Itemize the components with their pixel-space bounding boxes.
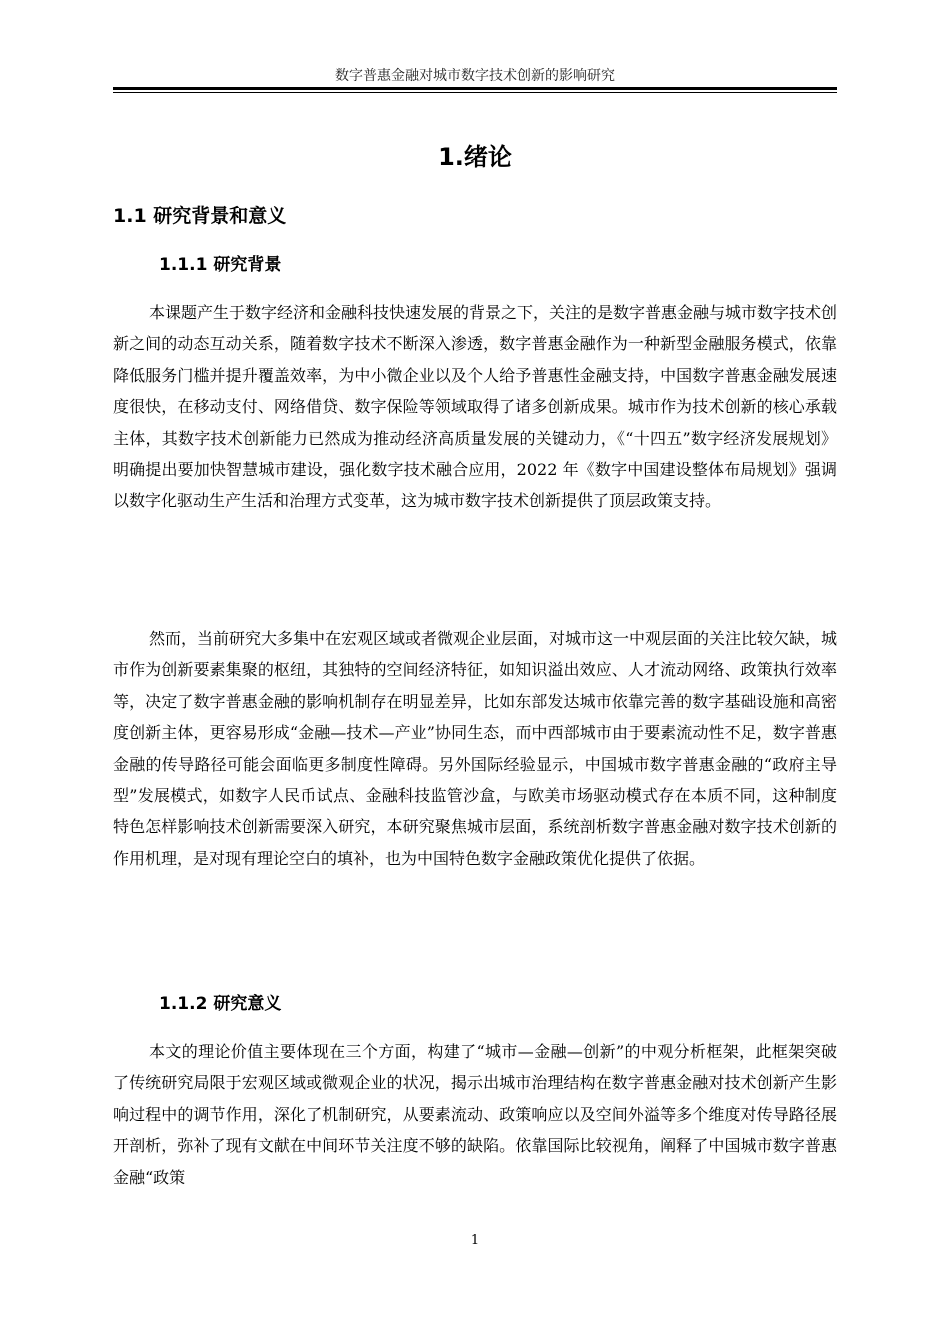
subsection-title-1-1-1: 1.1.1 研究背景 — [159, 255, 282, 275]
header-rule-thin — [113, 92, 837, 93]
paragraph-background-1: 本课题产生于数字经济和金融科技快速发展的背景之下，关注的是数字普惠金融与城市数字技术创新之间的动态互动关系，随着数字技术不断深入渗透，数字普惠金融作为一种新型金融服务模式，依靠降低服务门槛并提升覆盖效率，为中小微企业以及个人给予普惠性金融支持，中国数字普惠金融发展速度很快，在移动支付、网络借贷、数字保险等领域取得了诸多创新成果。城市作为技术创新的核心承载主体，其数字技术创新能力已然成为推动经济高质量发展的关键动力，《“十四五”数字经济发展规划》明确提出要加快智慧城市建设，强化数字技术融合应用，2022 年《数字中国建设整体布局规划》强调以数字化驱动生产生活和治理方式变革，这为城市数字技术创新提供了顶层政策支持。 — [113, 303, 838, 511]
paragraph-significance-1: 本文的理论价值主要体现在三个方面，构建了“城市—金融—创新”的中观分析框架，此框架突破了传统研究局限于宏观区域或微观企业的状况，揭示出城市治理结构在数字普惠金融对技术创新产生影响过程中的调节作用，深化了机制研究，从要素流动、政策响应以及空间外溢等多个维度对传导路径展开剖析，弥补了现有文献在中间环节关注度不够的缺陷。依靠国际比较视角，阐释了中国城市数字普惠金融“政策 — [113, 1042, 837, 1187]
header-rule-thick — [113, 87, 837, 90]
section-title-1-1: 1.1 研究背景和意义 — [113, 205, 287, 227]
subsection-title-1-1-2: 1.1.2 研究意义 — [159, 994, 282, 1014]
paragraph-background-2: 然而，当前研究大多集中在宏观区域或者微观企业层面，对城市这一中观层面的关注比较欠缺，城市作为创新要素集聚的枢纽，其独特的空间经济特征，如知识溢出效应、人才流动网络、政策执行效率等，决定了数字普惠金融的影响机制存在明显差异，比如东部发达城市依靠完善的数字基础设施和高密度创新主体，更容易形成“金融—技术—产业”协同生态，而中西部城市由于要素流动性不足，数字普惠金融的传导路径可能会面临更多制度性障碍。另外国际经验显示，中国城市数字普惠金融的“政府主导型”发展模式，如数字人民币试点、金融科技监管沙盒，与欧美市场驱动模式存在本质不同，这种制度特色怎样影响技术创新需要深入研究，本研究聚焦城市层面，系统剖析数字普惠金融对数字技术创新的作用机理，是对现有理论空白的填补，也为中国特色数字金融政策优化提供了依据。 — [113, 629, 838, 868]
running-header: 数字普惠金融对城市数字技术创新的影响研究 — [335, 68, 615, 84]
chapter-title: 1.绪论 — [438, 143, 512, 171]
page-number: 1 — [470, 1233, 480, 1248]
